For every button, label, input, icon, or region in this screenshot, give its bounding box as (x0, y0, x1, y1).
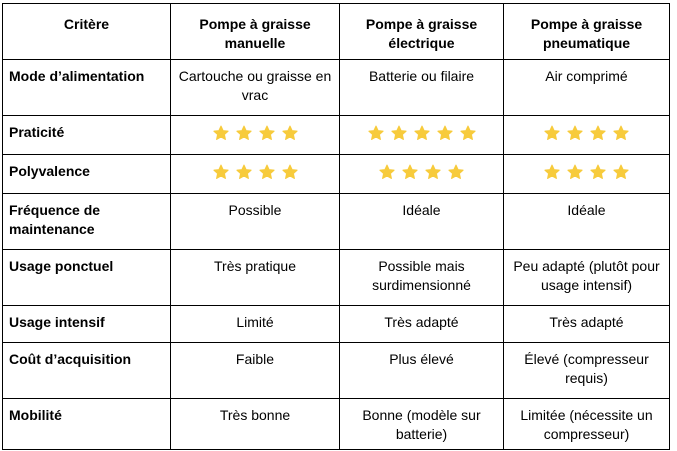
cell-intensive-electric: Très adapté (340, 306, 504, 343)
cell-power-pneumatic: Air comprimé (504, 60, 670, 116)
cell-maintenance-pneumatic: Idéale (504, 194, 670, 250)
row-label-power: Mode d’alimentation (3, 60, 171, 116)
star-icon (460, 125, 476, 141)
star-icon (567, 164, 583, 180)
row-label-occasional: Usage ponctuel (3, 250, 171, 306)
star-icon (425, 164, 441, 180)
star-icon (259, 164, 275, 180)
star-icon (613, 164, 629, 180)
star-rating (177, 123, 333, 141)
star-rating (510, 123, 663, 141)
row-label-maintenance: Fréquence de maintenance (3, 194, 171, 250)
table-row (3, 399, 670, 450)
table-row (3, 343, 670, 399)
cell-cost-electric: Plus élevé (340, 343, 504, 399)
cell-power-electric: Batterie ou filaire (340, 60, 504, 116)
cell-cost-manual: Faible (171, 343, 340, 399)
row-label-cost: Coût d’acquisition (3, 343, 171, 399)
star-icon (259, 125, 275, 141)
cell-intensive-manual: Limité (171, 306, 340, 343)
row-label-intensive: Usage intensif (3, 306, 171, 343)
table-row (3, 306, 670, 343)
star-icon (437, 125, 453, 141)
cell-versatility-electric (340, 155, 504, 194)
cell-power-manual: Cartouche ou graisse en vrac (171, 60, 340, 116)
cell-maintenance-manual: Possible (171, 194, 340, 250)
table-row (3, 155, 670, 194)
cell-occasional-electric: Possible mais surdimensionné (340, 250, 504, 306)
cell-occasional-manual: Très pratique (171, 250, 340, 306)
comparison-table (2, 3, 670, 450)
star-icon (379, 164, 395, 180)
cell-practicality-electric (340, 116, 504, 155)
cell-practicality-manual (171, 116, 340, 155)
star-icon (391, 125, 407, 141)
header-electric-pump: Pompe à graisse électrique (340, 4, 504, 60)
star-rating (510, 162, 663, 180)
star-icon (282, 164, 298, 180)
star-icon (590, 125, 606, 141)
star-rating (346, 162, 497, 180)
star-icon (213, 125, 229, 141)
row-label-versatility: Polyvalence (3, 155, 171, 194)
star-rating (177, 162, 333, 180)
row-label-practicality: Praticité (3, 116, 171, 155)
star-icon (590, 164, 606, 180)
star-icon (236, 125, 252, 141)
star-rating (346, 123, 497, 141)
header-manual-pump: Pompe à graisse manuelle (171, 4, 340, 60)
cell-cost-pneumatic: Élevé (compresseur requis) (504, 343, 670, 399)
star-icon (544, 125, 560, 141)
star-icon (213, 164, 229, 180)
header-criteria: Critère (3, 4, 171, 60)
cell-versatility-manual (171, 155, 340, 194)
star-icon (368, 125, 384, 141)
table-row (3, 250, 670, 306)
star-icon (544, 164, 560, 180)
star-icon (613, 125, 629, 141)
cell-maintenance-electric: Idéale (340, 194, 504, 250)
star-icon (402, 164, 418, 180)
cell-occasional-pneumatic: Peu adapté (plutôt pour usage intensif) (504, 250, 670, 306)
star-icon (567, 125, 583, 141)
row-label-mobility: Mobilité (3, 399, 171, 450)
cell-mobility-electric: Bonne (modèle sur batterie) (340, 399, 504, 450)
star-icon (448, 164, 464, 180)
cell-practicality-pneumatic (504, 116, 670, 155)
cell-mobility-pneumatic: Limitée (nécessite un compresseur) (504, 399, 670, 450)
cell-mobility-manual: Très bonne (171, 399, 340, 450)
cell-versatility-pneumatic (504, 155, 670, 194)
table-row (3, 60, 670, 116)
cell-intensive-pneumatic: Très adapté (504, 306, 670, 343)
star-icon (282, 125, 298, 141)
star-icon (414, 125, 430, 141)
header-pneumatic-pump: Pompe à graisse pneumatique (504, 4, 670, 60)
table-header-row (3, 4, 670, 60)
table-row (3, 194, 670, 250)
table-row (3, 116, 670, 155)
star-icon (236, 164, 252, 180)
